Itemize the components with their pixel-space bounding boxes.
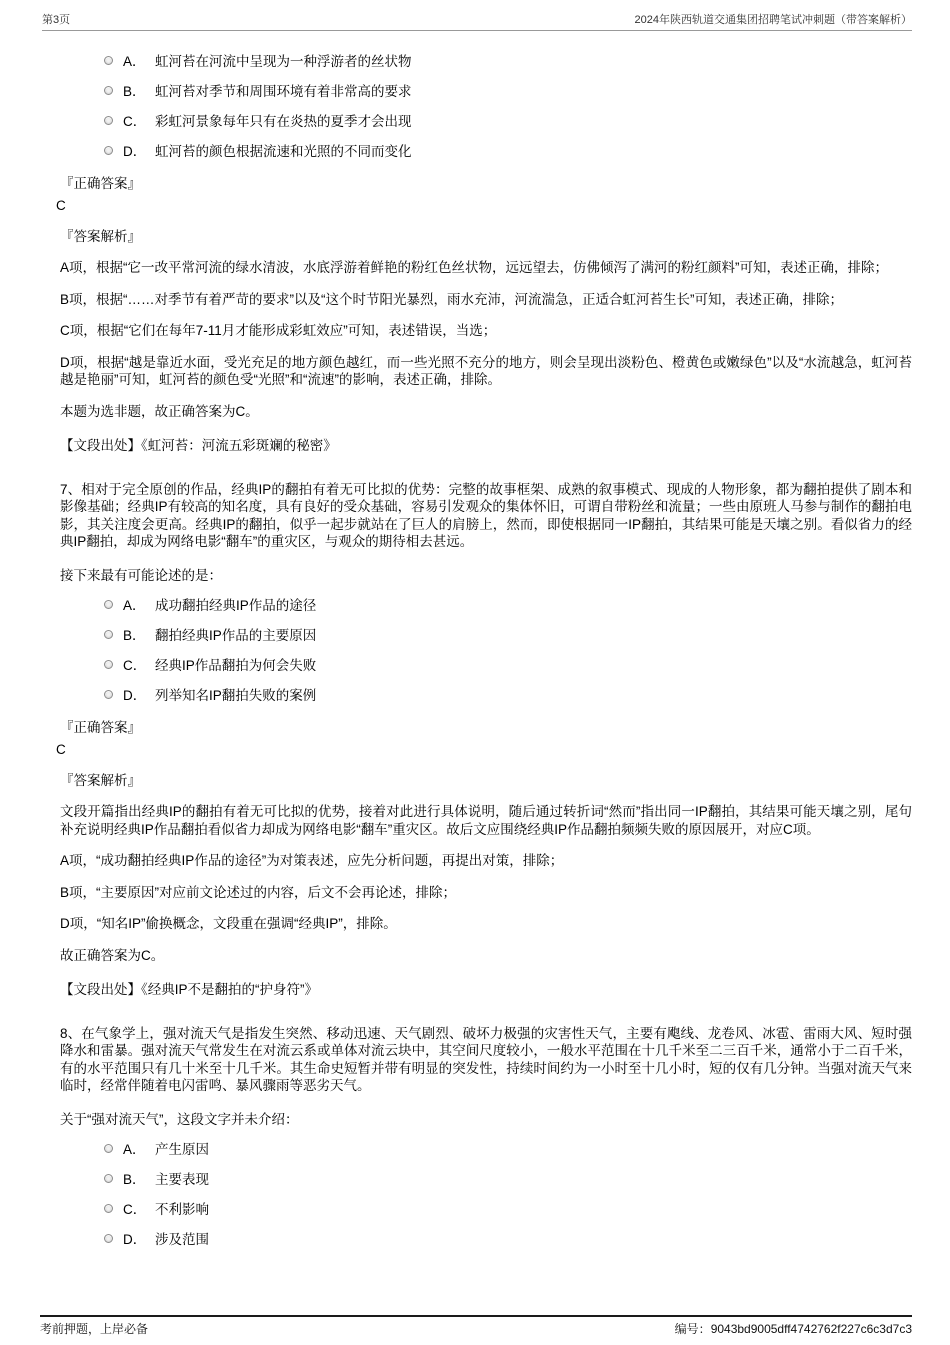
radio-button[interactable] <box>104 116 113 125</box>
radio-button[interactable] <box>104 690 113 699</box>
q6-analysis-paragraph: B项，根据“……对季节有着严苛的要求”以及“这个时节阳光暴烈，雨水充沛，河流湍急，正适合虹河苔生长”可知，表述正确，排除； <box>60 291 843 307</box>
q8-options <box>60 1138 912 1248</box>
option-letter: C． <box>123 1202 147 1217</box>
option-letter: C． <box>123 658 147 673</box>
q7-correct-answer-label: 『正确答案』 <box>60 720 141 735</box>
page-number: 第3页 <box>42 14 71 26</box>
q7-options <box>60 594 912 704</box>
q7-analysis-paragraph: B项，“主要原因”对应前文论述过的内容，后文不会再论述，排除； <box>60 884 456 900</box>
radio-button[interactable] <box>104 1144 113 1153</box>
q6-options <box>60 50 912 160</box>
q8-option-d[interactable] <box>60 1228 912 1248</box>
option-letter: B． <box>123 84 146 99</box>
q6-option-d[interactable] <box>60 140 912 160</box>
q7-analysis-paragraph: A项，“成功翻拍经典IP作品的途径”为对策表述，应先分析问题，再提出对策，排除； <box>60 853 564 868</box>
option-letter: B． <box>123 628 146 643</box>
option-text: 成功翻拍经典IP作品的途径 <box>155 598 317 613</box>
radio-button[interactable] <box>104 1204 113 1213</box>
radio-button[interactable] <box>104 630 113 639</box>
serial-code: 9043bd9005dff4742762f227c6c3d7c3 <box>710 1322 912 1336</box>
q6-correct-answer-value: C <box>56 198 66 213</box>
footer-slogan: 考前押题，上岸必备 <box>40 1322 149 1336</box>
serial-label: 编号： <box>674 1322 711 1336</box>
option-text: 虹河苔的颜色根据流速和光照的不同而变化 <box>155 144 412 159</box>
radio-button[interactable] <box>104 146 113 155</box>
q8-option-a[interactable] <box>60 1138 912 1158</box>
q7-stem: 7、相对于完全原创的作品，经典IP的翻拍有着无可比拟的优势：完整的故事框架、成熟的叙事模式、现成的人物形象，都为翻拍提供了剧本和影像基础；经典IP有较高的知名度，具有良好的受众基础，容易引发观众的集体怀旧，可谓自带粉丝和流量；一些由原班人马参与制作的翻拍电影，其关注度会更高。经典IP的翻拍，似乎一起步就站在了巨人的肩膀上，然而，即使根据同一IP翻拍，其结果可能是天壤之别。看似省力的经典IP翻拍，却成为网络电影“翻车”的重灾区，与观众的期待相去甚远。 <box>60 481 912 549</box>
option-letter: D． <box>123 688 147 703</box>
q8-lead: 关于“强对流天气”，这段文字并未介绍： <box>60 1111 299 1127</box>
q6-analysis-paragraph: D项，根据“越是靠近水面，受光充足的地方颜色越红，而一些光照不充分的地方，则会呈现出淡粉色、橙黄色或嫩绿色”以及“水流越急，虹河苔越是艳丽”可知，虹河苔的颜色受“光照”和“流速”的影响，表述正确，排除。 <box>60 354 912 387</box>
q7-analysis-paragraph: D项，“知名IP”偷换概念，文段重在强调“经典IP”，排除。 <box>60 916 397 931</box>
footer-divider <box>40 1315 912 1317</box>
footer-serial <box>675 1320 912 1337</box>
option-letter: A． <box>123 54 146 69</box>
radio-button[interactable] <box>104 1174 113 1183</box>
q7-lead: 接下来最有可能论述的是： <box>60 567 222 583</box>
option-text: 主要表现 <box>155 1172 209 1187</box>
option-text: 翻拍经典IP作品的主要原因 <box>155 628 317 643</box>
radio-button[interactable] <box>104 86 113 95</box>
q7-option-d[interactable] <box>60 684 912 704</box>
radio-button[interactable] <box>104 1234 113 1243</box>
q8-option-c[interactable] <box>60 1198 912 1218</box>
q7-option-c[interactable] <box>60 654 912 674</box>
option-letter: D． <box>123 1232 147 1247</box>
q7-option-a[interactable] <box>60 594 912 614</box>
option-text: 虹河苔在河流中呈现为一种浮游者的丝状物 <box>155 54 412 69</box>
option-letter: B． <box>123 1172 146 1187</box>
q6-conclusion: 本题为选非题，故正确答案为C。 <box>60 403 259 419</box>
option-text: 虹河苔对季节和周围环境有着非常高的要求 <box>155 84 412 99</box>
q7-analysis-label: 『答案解析』 <box>60 773 141 788</box>
q6-analysis-paragraph: A项，根据“它一改平常河流的绿水清波，水底浮游着鲜艳的粉红色丝状物，远远望去，仿佛倾泻了满河的粉红颜料”可知，表述正确，排除； <box>60 260 888 275</box>
radio-button[interactable] <box>104 56 113 65</box>
q7-source-line: 【文段出处】《经典IP不是翻拍的“护身符”》 <box>60 982 318 997</box>
q8-stem: 8、在气象学上，强对流天气是指发生突然、移动迅速、天气剧烈、破坏力极强的灾害性天气，主要有飑线、龙卷风、冰雹、雷雨大风、短时强降水和雷暴。强对流天气常发生在对流云系或单体对流云块中，其空间尺度较小，一般水平范围在十几千米至二三百千米，通常小于二百千米，有的水平范围只有几十米至十几千米。其生命史短暂并带有明显的突发性，持续时间约为一小时至十几小时，短的仅有几分钟。当强对流天气来临时，经常伴随着电闪雷鸣、暴风骤雨等恶劣天气。 <box>60 1025 912 1093</box>
option-letter: A． <box>123 1142 146 1157</box>
q7-option-b[interactable] <box>60 624 912 644</box>
document-content <box>56 40 912 1258</box>
option-text: 涉及范围 <box>155 1232 209 1247</box>
q6-source-line: 【文段出处】《虹河苔：河流五彩斑斓的秘密》 <box>60 438 337 453</box>
q6-option-c[interactable] <box>60 110 912 130</box>
option-letter: A． <box>123 598 146 613</box>
q6-analysis-label: 『答案解析』 <box>60 229 141 244</box>
q6-correct-answer-label: 『正确答案』 <box>60 176 141 191</box>
q6-option-a[interactable] <box>60 50 912 70</box>
radio-button[interactable] <box>104 660 113 669</box>
option-letter: C． <box>123 114 147 129</box>
page-footer <box>40 1320 912 1337</box>
q6-option-b[interactable] <box>60 80 912 100</box>
radio-button[interactable] <box>104 600 113 609</box>
option-text: 产生原因 <box>155 1142 209 1157</box>
q7-analysis-paragraph: 文段开篇指出经典IP的翻拍有着无可比拟的优势，接着对此进行具体说明，随后通过转折词“然而”指出同一IP翻拍，其结果可能天壤之别，尾句补充说明经典IP作品翻拍看似省力却成为网络电影“翻车”重灾区。故后文应围绕经典IP作品翻拍频频失败的原因展开，对应C项。 <box>60 804 912 837</box>
option-letter: D． <box>123 144 147 159</box>
header-divider <box>42 30 912 31</box>
q6-analysis-paragraph: C项，根据“它们在每年7-11月才能形成彩虹效应”可知，表述错误，当选； <box>60 323 497 338</box>
q7-correct-answer-value: C <box>56 742 66 757</box>
q7-conclusion: 故正确答案为C。 <box>60 947 165 963</box>
option-text: 不利影响 <box>155 1202 209 1217</box>
document-title: 2024年陕西轨道交通集团招聘笔试冲刺题（带答案解析） <box>634 14 912 26</box>
q8-option-b[interactable] <box>60 1168 912 1188</box>
option-text: 彩虹河景象每年只有在炎热的夏季才会出现 <box>155 114 412 129</box>
option-text: 列举知名IP翻拍失败的案例 <box>155 688 317 703</box>
option-text: 经典IP作品翻拍为何会失败 <box>155 658 317 673</box>
page-header <box>42 11 912 27</box>
